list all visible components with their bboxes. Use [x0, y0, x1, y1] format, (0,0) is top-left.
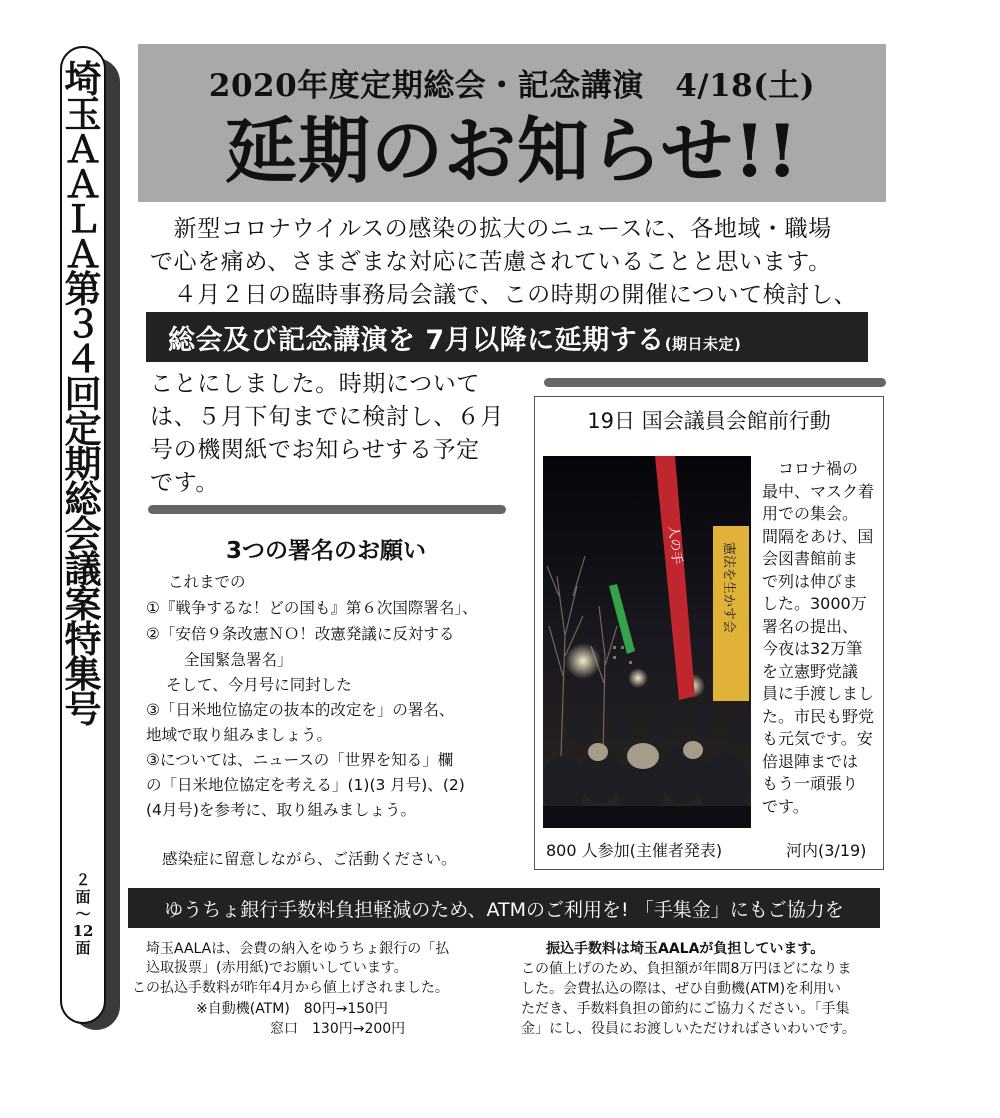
vertical-title-char: 期: [64, 442, 102, 486]
signature-line: ②「安倍９条改憲ＮＯ！改憲発議に反対する: [146, 625, 455, 643]
rally-photo-illustration: [543, 456, 751, 828]
red-banner-text: 人の手: [665, 524, 685, 566]
photo-report-title: 19日 国会議員会館前行動: [587, 409, 831, 433]
page-range-char: 12: [72, 922, 94, 940]
intro-line: ４月２日の臨時事務局会議で、この時期の開催について検討し、: [150, 282, 858, 308]
signature-closing: 感染症に留意しながら、ご活動ください。: [162, 850, 457, 868]
caption-line: もう一頑張り: [762, 774, 859, 793]
caption-line: した。3000万: [762, 594, 867, 613]
caption-line: で列は伸びま: [762, 571, 859, 591]
banner-note: (期日未定): [664, 335, 742, 353]
signature-line: 全国緊急署名」: [184, 651, 293, 669]
vertical-title-char: 案: [64, 582, 102, 626]
divider: [544, 378, 886, 387]
caption-line: た。市民も野党: [762, 706, 875, 726]
vertical-issue-title: [60, 57, 106, 731]
caption-line: 署名の提出、: [762, 616, 859, 636]
continuation-line: は、５月下旬までに検討し、６月: [150, 404, 504, 430]
caption-line: 員に手渡しまし: [762, 684, 875, 703]
caption-line: を立憲野党議: [762, 661, 859, 681]
atm-notice-bar: [128, 888, 880, 928]
signature-line: の「日米地位協定を考える」(1)(3 月号)、(2): [146, 776, 465, 794]
caption-line: 間隔をあけ、国: [762, 526, 874, 546]
caption-line: です。: [762, 796, 809, 816]
footer-left-line: 埼玉AALAは、会費の納入をゆうちょ銀行の「払: [146, 941, 450, 957]
vertical-title-char: 会: [64, 512, 102, 556]
signature-line: 地域で取り組みましょう。: [146, 726, 333, 744]
header-subtitle: 2020年度定期総会・記念講演 4/18(土): [208, 68, 816, 104]
page-range-char: ～: [75, 905, 91, 923]
vertical-title-char: Ａ: [64, 162, 102, 206]
banner-text: 総会及び記念講演を 7月以降に延期する: [168, 325, 665, 356]
footer-left-line: 込取扱票」(赤用紙)でお願いしています。: [146, 960, 408, 976]
footer-right-line: 金」にし、役員にお渡しいただければさいわいです。: [521, 1021, 856, 1037]
page-range-char: ２: [75, 871, 91, 889]
footer-right-line: この値上げのため、負担額が年間8万円ほどになりま: [521, 961, 852, 977]
vertical-title-char: 埼: [64, 57, 102, 101]
vertical-title-char: 定: [64, 407, 102, 451]
vertical-title-char: 第: [64, 267, 102, 311]
yellow-banner-text: 憲法を生かす会: [721, 542, 736, 634]
footer-right-line: した。会費払込の際は、ぜひ自動機(ATM)を利用い: [521, 981, 842, 997]
intro-line: で心を痛め、さまざまな対応に苦慮されていることと思います。: [150, 249, 832, 275]
vertical-title-char: 議: [64, 547, 102, 591]
vertical-title-char: Ａ: [64, 127, 102, 171]
page-range-char: 面: [75, 888, 91, 906]
postpone-banner: [146, 312, 868, 362]
atm-notice-text: ゆうちょ銀行手数料負担軽減のため、ATMのご利用を! 「手集金」にもご協力を: [164, 899, 844, 921]
signature-line: ③「日米地位協定の抜本的改定を」の署名、: [146, 701, 455, 719]
caption-line: 会図書館前ま: [762, 549, 859, 568]
vertical-title-char: ４: [64, 337, 102, 381]
footer-left-line: この払込手数料が昨年4月から値上げされました。: [132, 980, 449, 996]
vertical-title-char: 総: [64, 477, 102, 521]
header-title: 延期のお知らせ!!: [224, 108, 800, 193]
vertical-title-char: Ｌ: [64, 197, 102, 241]
caption-line: 今夜は32万筆: [762, 639, 863, 658]
vertical-title-char: 特: [64, 617, 102, 661]
vertical-title-char: 玉: [64, 92, 102, 136]
fee-atm: ※自動機(ATM) 80円→150円: [196, 1001, 389, 1017]
attendance-count: 800 人参加(主催者発表): [546, 841, 723, 860]
page-range: [60, 872, 106, 957]
continuation-line: ことにしました。時期について: [150, 371, 480, 397]
vertical-title-char: Ａ: [64, 232, 102, 276]
divider: [148, 505, 506, 514]
vertical-title-char: 回: [64, 372, 102, 416]
signature-line: (4月号)を参考に、取り組みましょう。: [146, 801, 416, 819]
footer-right-line: ただき、手数料負担の節約にご協力ください。「手集: [521, 1001, 850, 1017]
signature-line: ③については、ニュースの「世界を知る」欄: [146, 751, 454, 769]
caption-line: 倍退陣までは: [762, 751, 859, 771]
signature-line: ①『戦争するな！どの国も』第６次国際署名」、: [146, 599, 478, 617]
photo-credit: 河内(3/19): [786, 841, 867, 860]
vertical-title-char: 集: [64, 652, 102, 696]
signature-section-title: 3つの署名のお願い: [225, 538, 426, 564]
vertical-title-char: ３: [64, 302, 102, 346]
caption-line: も元気です。安: [762, 729, 873, 748]
photo-caption: [762, 458, 882, 818]
fee-counter: 窓口 130円→200円: [270, 1021, 406, 1037]
rally-photo: [543, 456, 751, 828]
caption-line: コロナ禍の: [762, 459, 859, 478]
footer-right-heading: 振込手数料は埼玉AALAが負担しています。: [546, 941, 825, 957]
vertical-title-char: 号: [64, 687, 102, 731]
caption-line: 最中、マスク着: [762, 481, 875, 501]
signature-line: これまでの: [168, 573, 246, 591]
continuation-line: です。: [150, 470, 219, 496]
continuation-line: 号の機関紙でお知らせする予定: [150, 437, 480, 463]
caption-line: 用での集会。: [762, 504, 859, 523]
signature-line: そして、今月号に同封した: [166, 676, 352, 694]
header-box: [138, 44, 886, 202]
intro-line: 新型コロナウイルスの感染の拡大のニュースに、各地域・職場: [150, 216, 832, 242]
page-range-char: 面: [75, 939, 91, 957]
